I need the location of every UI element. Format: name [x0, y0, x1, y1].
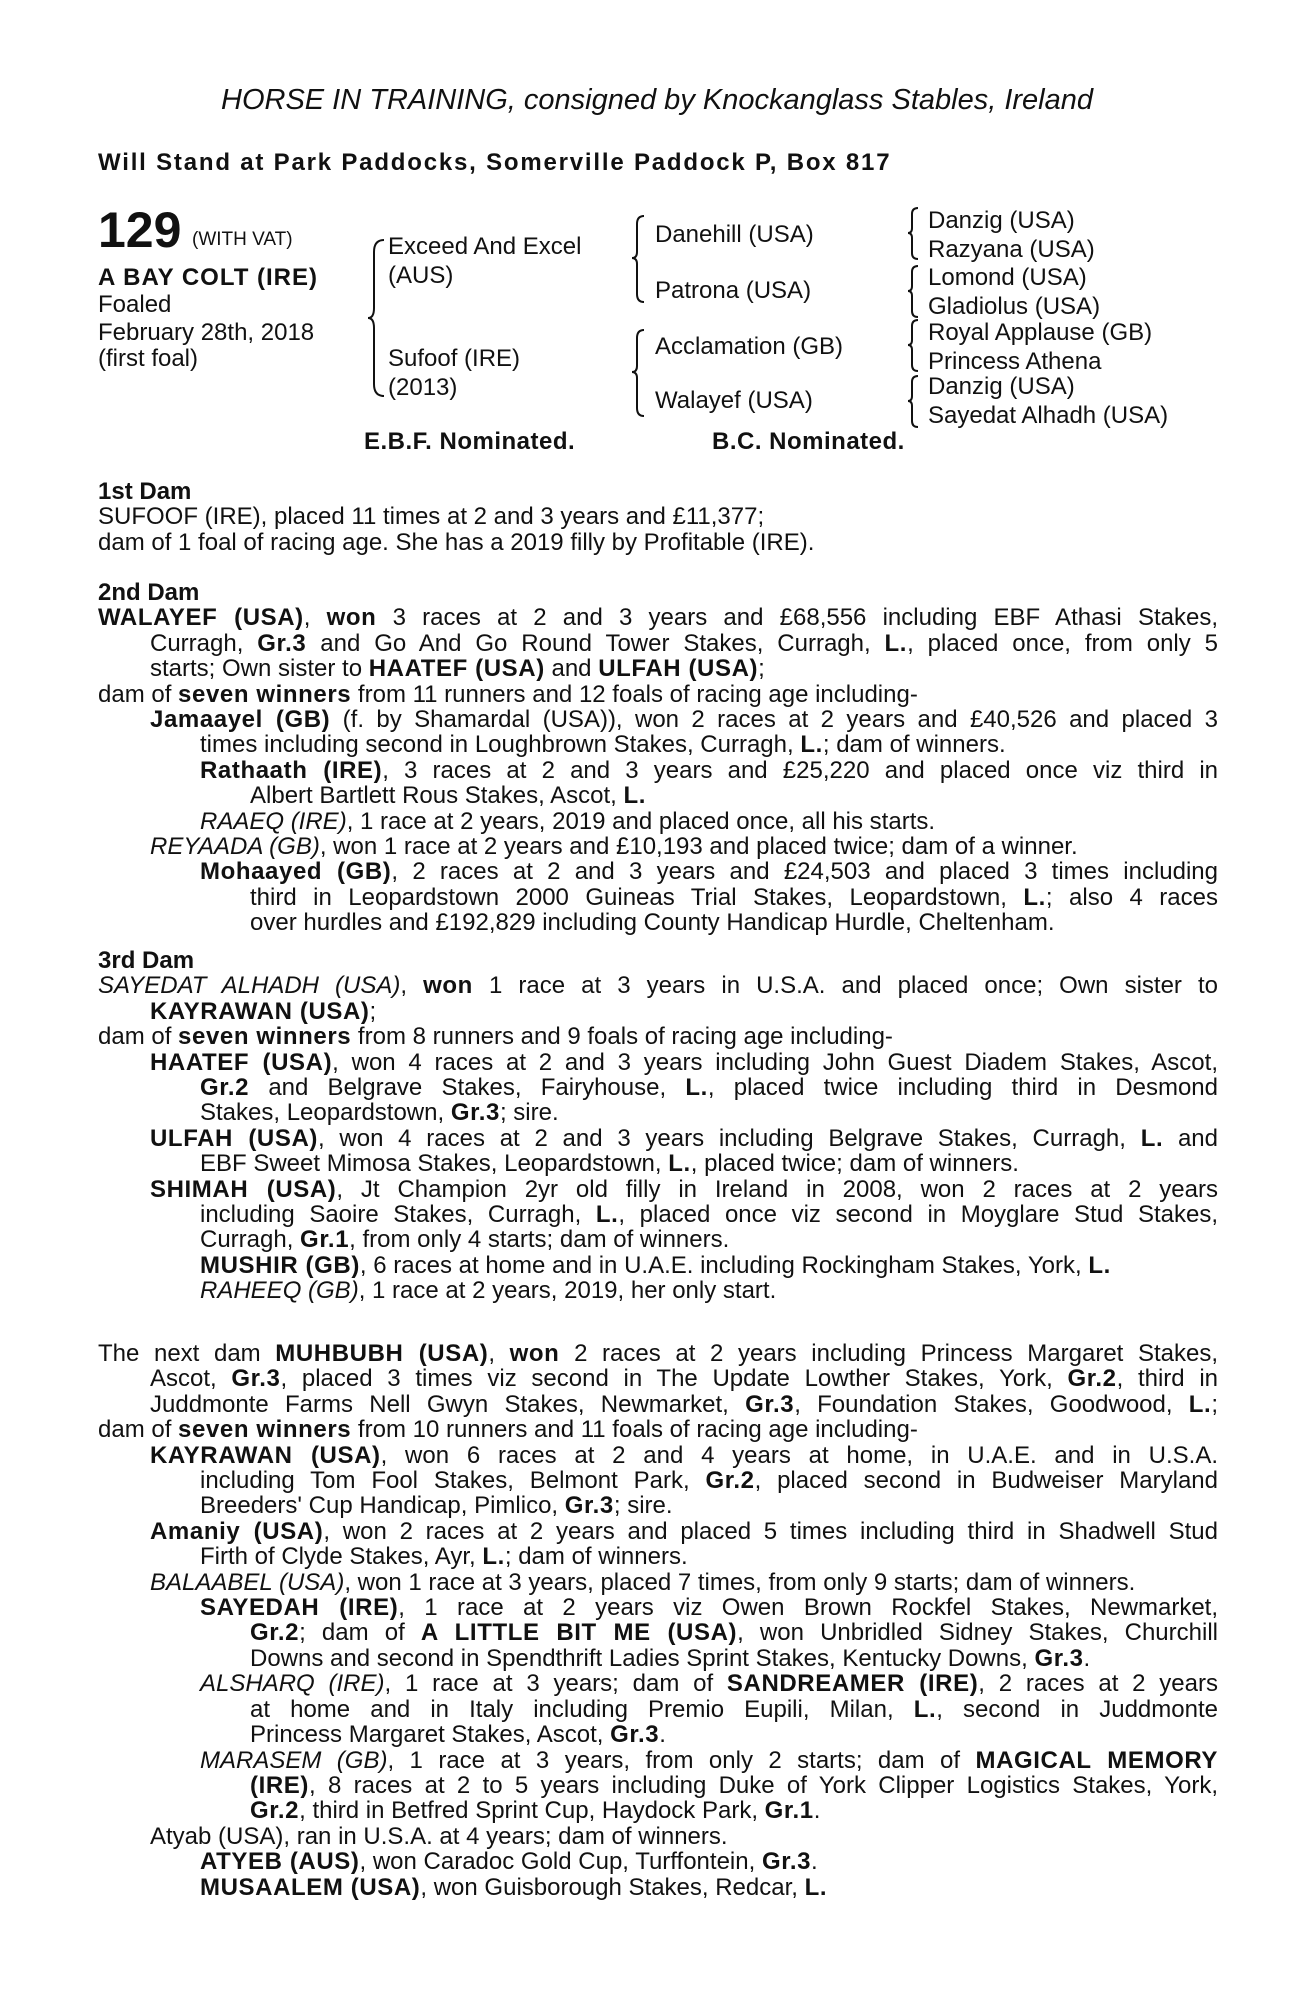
third-dam-line: including Saoire Stakes, Curragh, L., placed once viz second in Moyglare Stud Stakes, [200, 1201, 1218, 1229]
bc-nomination: B.C. Nominated. [712, 428, 905, 455]
second-dam-line: over hurdles and £192,829 including County Handicap Hurdle, Cheltenham. [250, 909, 1055, 937]
third-dam-line: Stakes, Leopardstown, Gr.3; sire. [200, 1099, 559, 1127]
next-dam-line: KAYRAWAN (USA), won 6 races at 2 and 4 years at home, in U.A.E. and in U.S.A. [150, 1441, 1219, 1469]
next-dam-line: Downs and second in Spendthrift Ladies Sprint Stakes, Kentucky Downs, Gr.3. [250, 1644, 1091, 1672]
next-dam-line: Juddmonte Farms Nell Gwyn Stakes, Newmarket, Gr.3, Foundation Stakes, Goodwood, L.; [150, 1390, 1218, 1418]
second-dam-line: REYAADA (GB), won 1 race at 2 years and £10,193 and placed twice; dam of a winner. [150, 833, 1078, 861]
next-dam-line: at home and in Italy including Premio Eupili, Milan, L., second in Juddmonte [250, 1695, 1218, 1723]
second-dam-line: Rathaath (IRE), 3 races at 2 and 3 years and £25,220 and placed once viz third in [200, 756, 1218, 784]
second-dam-line: starts; Own sister to HAATEF (USA) and ULFAH (USA); [150, 655, 765, 683]
foaled-label: Foaled [98, 291, 172, 318]
pedigree-brace-g1 [906, 206, 920, 262]
next-dam-section [98, 1341, 1218, 1900]
next-dam-line: Gr.2; dam of A LITTLE BIT ME (USA), won Unbridled Sidney Stakes, Churchill [250, 1619, 1218, 1647]
first-dam-line: dam of 1 foal of racing age. She has a 2019 filly by Profitable (IRE). [98, 528, 815, 556]
section-heading: 3rd Dam [98, 947, 195, 974]
next-dam-line: MARASEM (GB), 1 race at 3 years, from only 2 starts; dam of MAGICAL MEMORY [200, 1746, 1218, 1774]
grandparents-4: Danzig (USA) Sayedat Alhadh (USA) [928, 373, 1169, 429]
second-dam-line: third in Leopardstown 2000 Guineas Trial Stakes, Leopardstown, L.; also 4 races [250, 883, 1218, 911]
catalogue-heading: HORSE IN TRAINING, consigned by Knockanglass Stables, Ireland [221, 84, 1093, 116]
sire-sire: Danehill (USA) [655, 221, 814, 248]
pedigree-brace-g3 [906, 318, 920, 374]
sire-name: Exceed And Excel (AUS) [388, 233, 582, 289]
next-dam-line: Atyab (USA), ran in U.S.A. at 4 years; dam of winners. [150, 1822, 728, 1850]
pedigree-brace-sire [630, 214, 646, 304]
next-dam-line: ATYEB (AUS), won Caradoc Gold Cup, Turffontein, Gr.3. [200, 1848, 818, 1876]
grandparents-2: Lomond (USA) Gladiolus (USA) [928, 264, 1101, 320]
ebf-nomination: E.B.F. Nominated. [364, 428, 576, 455]
third-dam-line: KAYRAWAN (USA); [150, 997, 377, 1025]
third-dam-line: ULFAH (USA), won 4 races at 2 and 3 years including Belgrave Stakes, Curragh, L. and [150, 1124, 1219, 1152]
third-dam-line: EBF Sweet Mimosa Stakes, Leopardstown, L., placed twice; dam of winners. [200, 1150, 1019, 1178]
next-dam-line: Amaniy (USA), won 2 races at 2 years and placed 5 times including third in Shadwell Stud [150, 1517, 1218, 1545]
pedigree-brace-g2 [906, 264, 920, 320]
vat-note: (WITH VAT) [192, 229, 293, 250]
third-dam-line: SAYEDAT ALHADH (USA), won 1 race at 3 years in U.S.A. and placed once; Own sister to [98, 972, 1218, 1000]
foal-note: (first foal) [98, 345, 199, 372]
next-dam-line: including Tom Fool Stakes, Belmont Park, Gr.2, placed second in Budweiser Maryland [200, 1467, 1218, 1495]
foaled-date: February 28th, 2018 [98, 319, 315, 346]
first-dam-section [98, 479, 1218, 555]
first-dam-line: SUFOOF (IRE), placed 11 times at 2 and 3 years and £11,377; [98, 503, 765, 531]
next-dam-line: BALAABEL (USA), won 1 race at 3 years, placed 7 times, from only 9 starts; dam of winners. [150, 1568, 1136, 1596]
dam-sire: Acclamation (GB) [655, 333, 844, 360]
stable-location: Will Stand at Park Paddocks, Somerville Paddock P, Box 817 [98, 149, 892, 176]
pedigree-brace-main [366, 238, 386, 398]
next-dam-line: Gr.2, third in Betfred Sprint Cup, Haydock Park, Gr.1. [250, 1797, 821, 1825]
third-dam-line: MUSHIR (GB), 6 races at home and in U.A.E. including Rockingham Stakes, York, L. [200, 1251, 1111, 1279]
lot-number: 129 [98, 202, 182, 258]
second-dam-line: Albert Bartlett Rous Stakes, Ascot, L. [250, 782, 647, 810]
second-dam-line: RAAEQ (IRE), 1 race at 2 years, 2019 and placed once, all his starts. [200, 807, 936, 835]
pedigree-brace-dam [630, 328, 646, 420]
third-dam-line: Gr.2 and Belgrave Stakes, Fairyhouse, L., placed twice including third in Desmond [200, 1074, 1218, 1102]
next-dam-line: Firth of Clyde Stakes, Ayr, L.; dam of winners. [200, 1543, 688, 1571]
second-dam-line: Curragh, Gr.3 and Go And Go Round Tower Stakes, Curragh, L., placed once, from only 5 [150, 629, 1218, 657]
dam-dam: Walayef (USA) [655, 387, 813, 414]
next-dam-line: Princess Margaret Stakes, Ascot, Gr.3. [250, 1721, 666, 1749]
third-dam-line: HAATEF (USA), won 4 races at 2 and 3 years including John Guest Diadem Stakes, Ascot, [150, 1048, 1218, 1076]
second-dam-section [98, 580, 1218, 936]
next-dam-line: SAYEDAH (IRE), 1 race at 2 years viz Owen Brown Rockfel Stakes, Newmarket, [200, 1594, 1219, 1622]
sire-dam: Patrona (USA) [655, 277, 812, 304]
third-dam-line: SHIMAH (USA), Jt Champion 2yr old filly in Ireland in 2008, won 2 races at 2 years [150, 1175, 1218, 1203]
second-dam-line: times including second in Loughbrown Stakes, Curragh, L.; dam of winners. [200, 731, 1006, 759]
next-dam-line: (IRE), 8 races at 2 to 5 years including Duke of York Clipper Logistics Stakes, York, [250, 1771, 1218, 1799]
dam-name: Sufoof (IRE) (2013) [388, 345, 521, 401]
next-dam-line: dam of seven winners from 10 runners and 11 foals of racing age including- [98, 1416, 918, 1444]
third-dam-line: RAHEEQ (GB), 1 race at 2 years, 2019, her only start. [200, 1277, 777, 1305]
second-dam-line: Mohaayed (GB), 2 races at 2 and 3 years and £24,503 and placed 3 times including [200, 858, 1218, 886]
lot-description: A BAY COLT (IRE) [98, 264, 319, 291]
third-dam-line: dam of seven winners from 8 runners and 9 foals of racing age including- [98, 1023, 893, 1051]
third-dam-section [98, 948, 1218, 1304]
grandparents-1: Danzig (USA) Razyana (USA) [928, 207, 1095, 263]
next-dam-line: The next dam MUHBUBH (USA), won 2 races at 2 years including Princess Margaret Stakes, [98, 1340, 1218, 1367]
next-dam-line: Ascot, Gr.3, placed 3 times viz second in The Update Lowther Stakes, York, Gr.2, third in [150, 1365, 1219, 1393]
next-dam-line: Breeders' Cup Handicap, Pimlico, Gr.3; sire. [200, 1492, 673, 1520]
third-dam-line: Curragh, Gr.1, from only 4 starts; dam of winners. [200, 1226, 730, 1254]
next-dam-line: MUSAALEM (USA), won Guisborough Stakes, Redcar, L. [200, 1873, 828, 1901]
second-dam-line: Jamaayel (GB) (f. by Shamardal (USA)), won 2 races at 2 years and £40,526 and placed 3 [150, 706, 1218, 734]
next-dam-line: ALSHARQ (IRE), 1 race at 3 years; dam of SANDREAMER (IRE), 2 races at 2 years [200, 1670, 1218, 1698]
section-heading: 1st Dam [98, 478, 192, 505]
second-dam-line: WALAYEF (USA), won 3 races at 2 and 3 years and £68,556 including EBF Athasi Stakes, [98, 604, 1218, 632]
section-heading: 2nd Dam [98, 579, 200, 606]
pedigree-brace-g4 [906, 374, 920, 430]
grandparents-3: Royal Applause (GB) Princess Athena [928, 319, 1153, 375]
second-dam-line: dam of seven winners from 11 runners and 12 foals of racing age including- [98, 680, 918, 708]
